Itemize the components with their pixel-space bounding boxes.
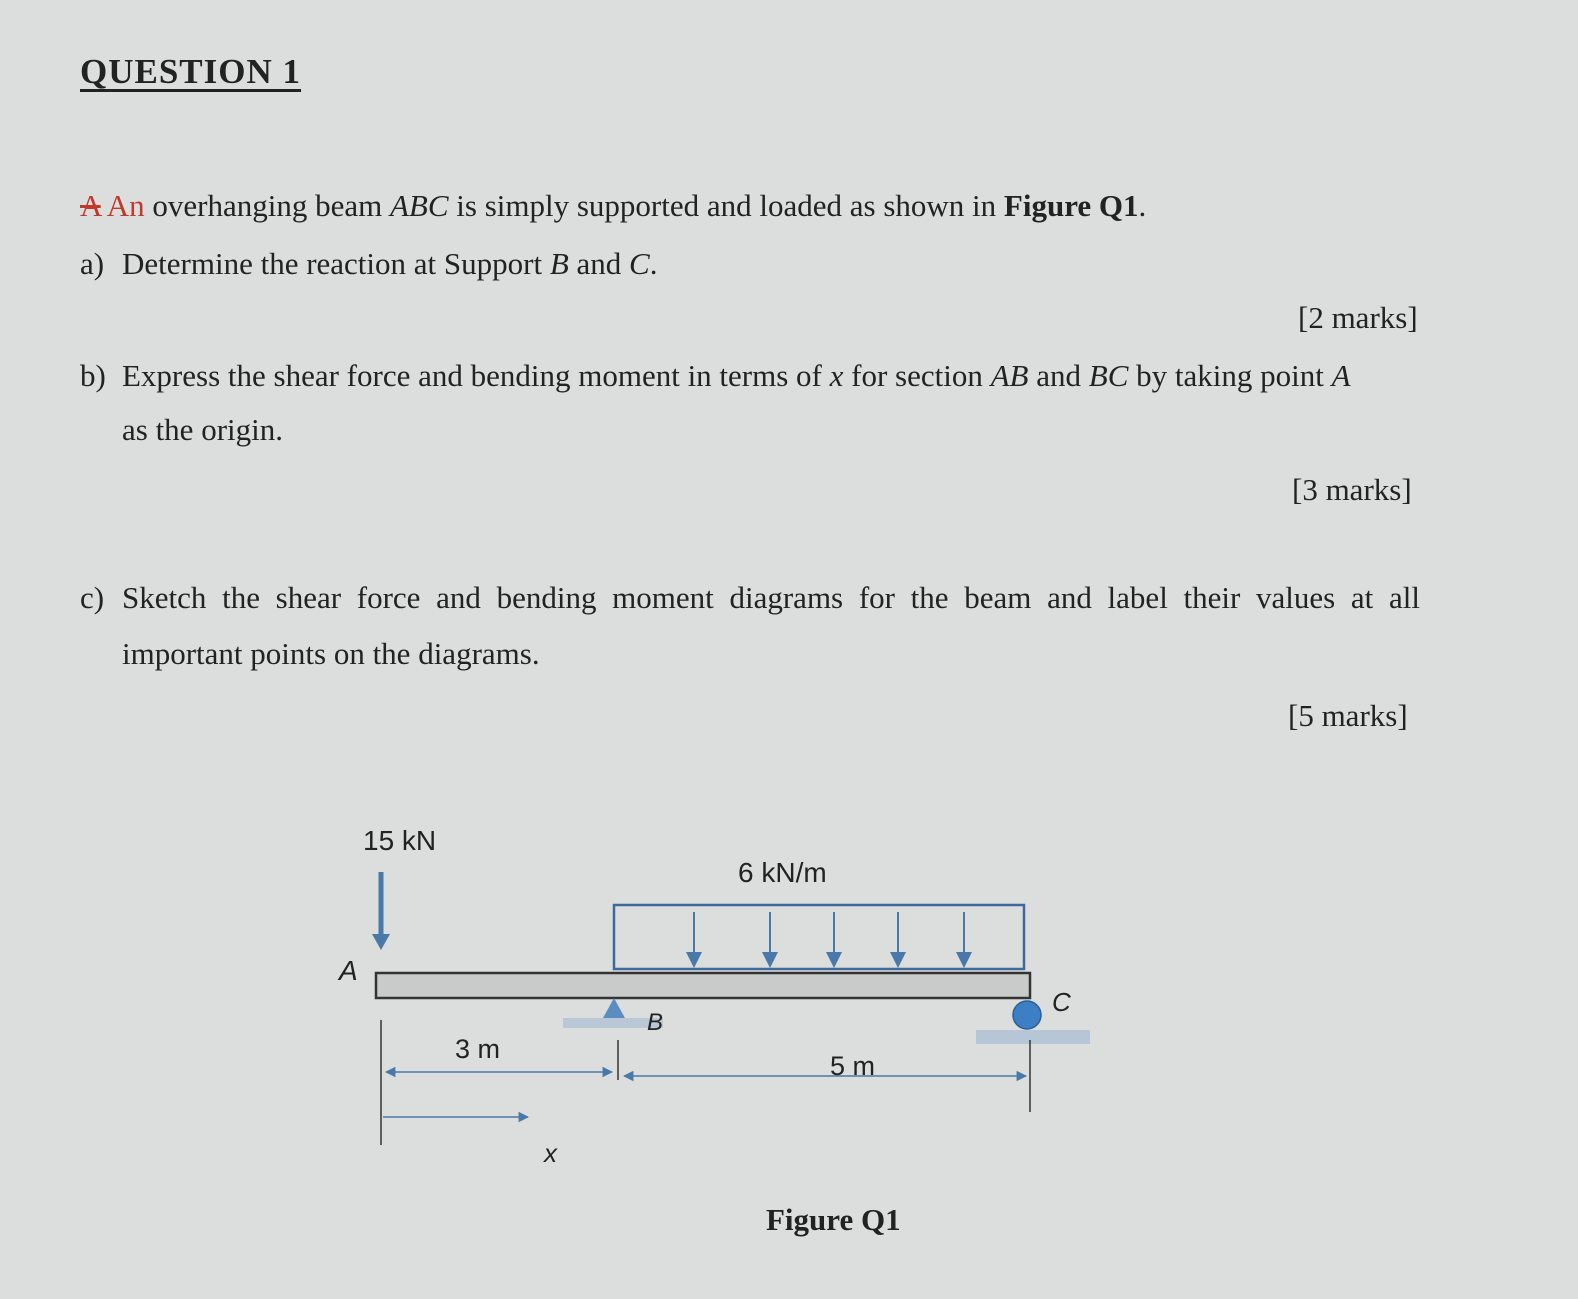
part-a-and: and bbox=[568, 246, 630, 281]
dim-bc-label: 5 m bbox=[830, 1051, 876, 1081]
struck-letter: A bbox=[80, 188, 101, 223]
part-b-t1: Express the shear force and bending moment in terms of bbox=[122, 358, 830, 393]
support-c-ref: C bbox=[629, 246, 650, 281]
dim-ab-label: 3 m bbox=[455, 1034, 501, 1064]
section-ab: AB bbox=[990, 358, 1029, 393]
beam bbox=[376, 973, 1030, 998]
var-x: x bbox=[829, 358, 844, 393]
part-c-text-line2: important points on the diagrams. bbox=[122, 636, 540, 671]
point-a-ref: A bbox=[1331, 358, 1351, 393]
part-b-marks: [3 marks] bbox=[1292, 472, 1412, 507]
part-c-text: Sketch the shear force and bending moment diagrams for the beam and label their values at all bbox=[122, 580, 1420, 615]
part-c-marks: [5 marks] bbox=[1288, 698, 1408, 733]
part-b-text-line2: as the origin. bbox=[122, 412, 283, 447]
intro-end: . bbox=[1138, 188, 1147, 223]
figure-reference: Figure Q1 bbox=[1003, 188, 1139, 223]
udl-label: 6 kN/m bbox=[738, 857, 827, 888]
intro-mid: is simply supported and loaded as shown in bbox=[448, 188, 1004, 223]
part-a-marks: [2 marks] bbox=[1298, 300, 1418, 335]
part-b-t3: and bbox=[1028, 358, 1089, 393]
intro-pre: overhanging beam bbox=[144, 188, 390, 223]
beam-name: ABC bbox=[389, 188, 449, 223]
x-label: x bbox=[544, 1138, 557, 1168]
part-a-label: a) bbox=[80, 246, 105, 281]
part-b-label: b) bbox=[80, 358, 106, 393]
label-c: C bbox=[1052, 987, 1071, 1017]
part-b-t4: by taking point bbox=[1128, 358, 1332, 393]
support-c-roller bbox=[976, 1001, 1090, 1044]
section-bc: BC bbox=[1088, 358, 1129, 393]
part-b-t2: for section bbox=[843, 358, 991, 393]
point-load-arrow bbox=[372, 872, 390, 950]
part-a-pre: Determine the reaction at Support bbox=[122, 246, 550, 281]
support-b-ref: B bbox=[549, 246, 569, 281]
figure-caption: Figure Q1 bbox=[766, 1202, 901, 1237]
udl-load-block bbox=[614, 905, 1024, 969]
part-a-dot: . bbox=[649, 246, 658, 281]
label-b: B bbox=[647, 1009, 664, 1036]
label-a: A bbox=[339, 955, 358, 986]
part-c-label: c) bbox=[80, 580, 105, 615]
intro-lead-word: An bbox=[106, 188, 145, 223]
point-load-label: 15 kN bbox=[363, 825, 437, 856]
question-heading: QUESTION 1 bbox=[80, 52, 302, 91]
